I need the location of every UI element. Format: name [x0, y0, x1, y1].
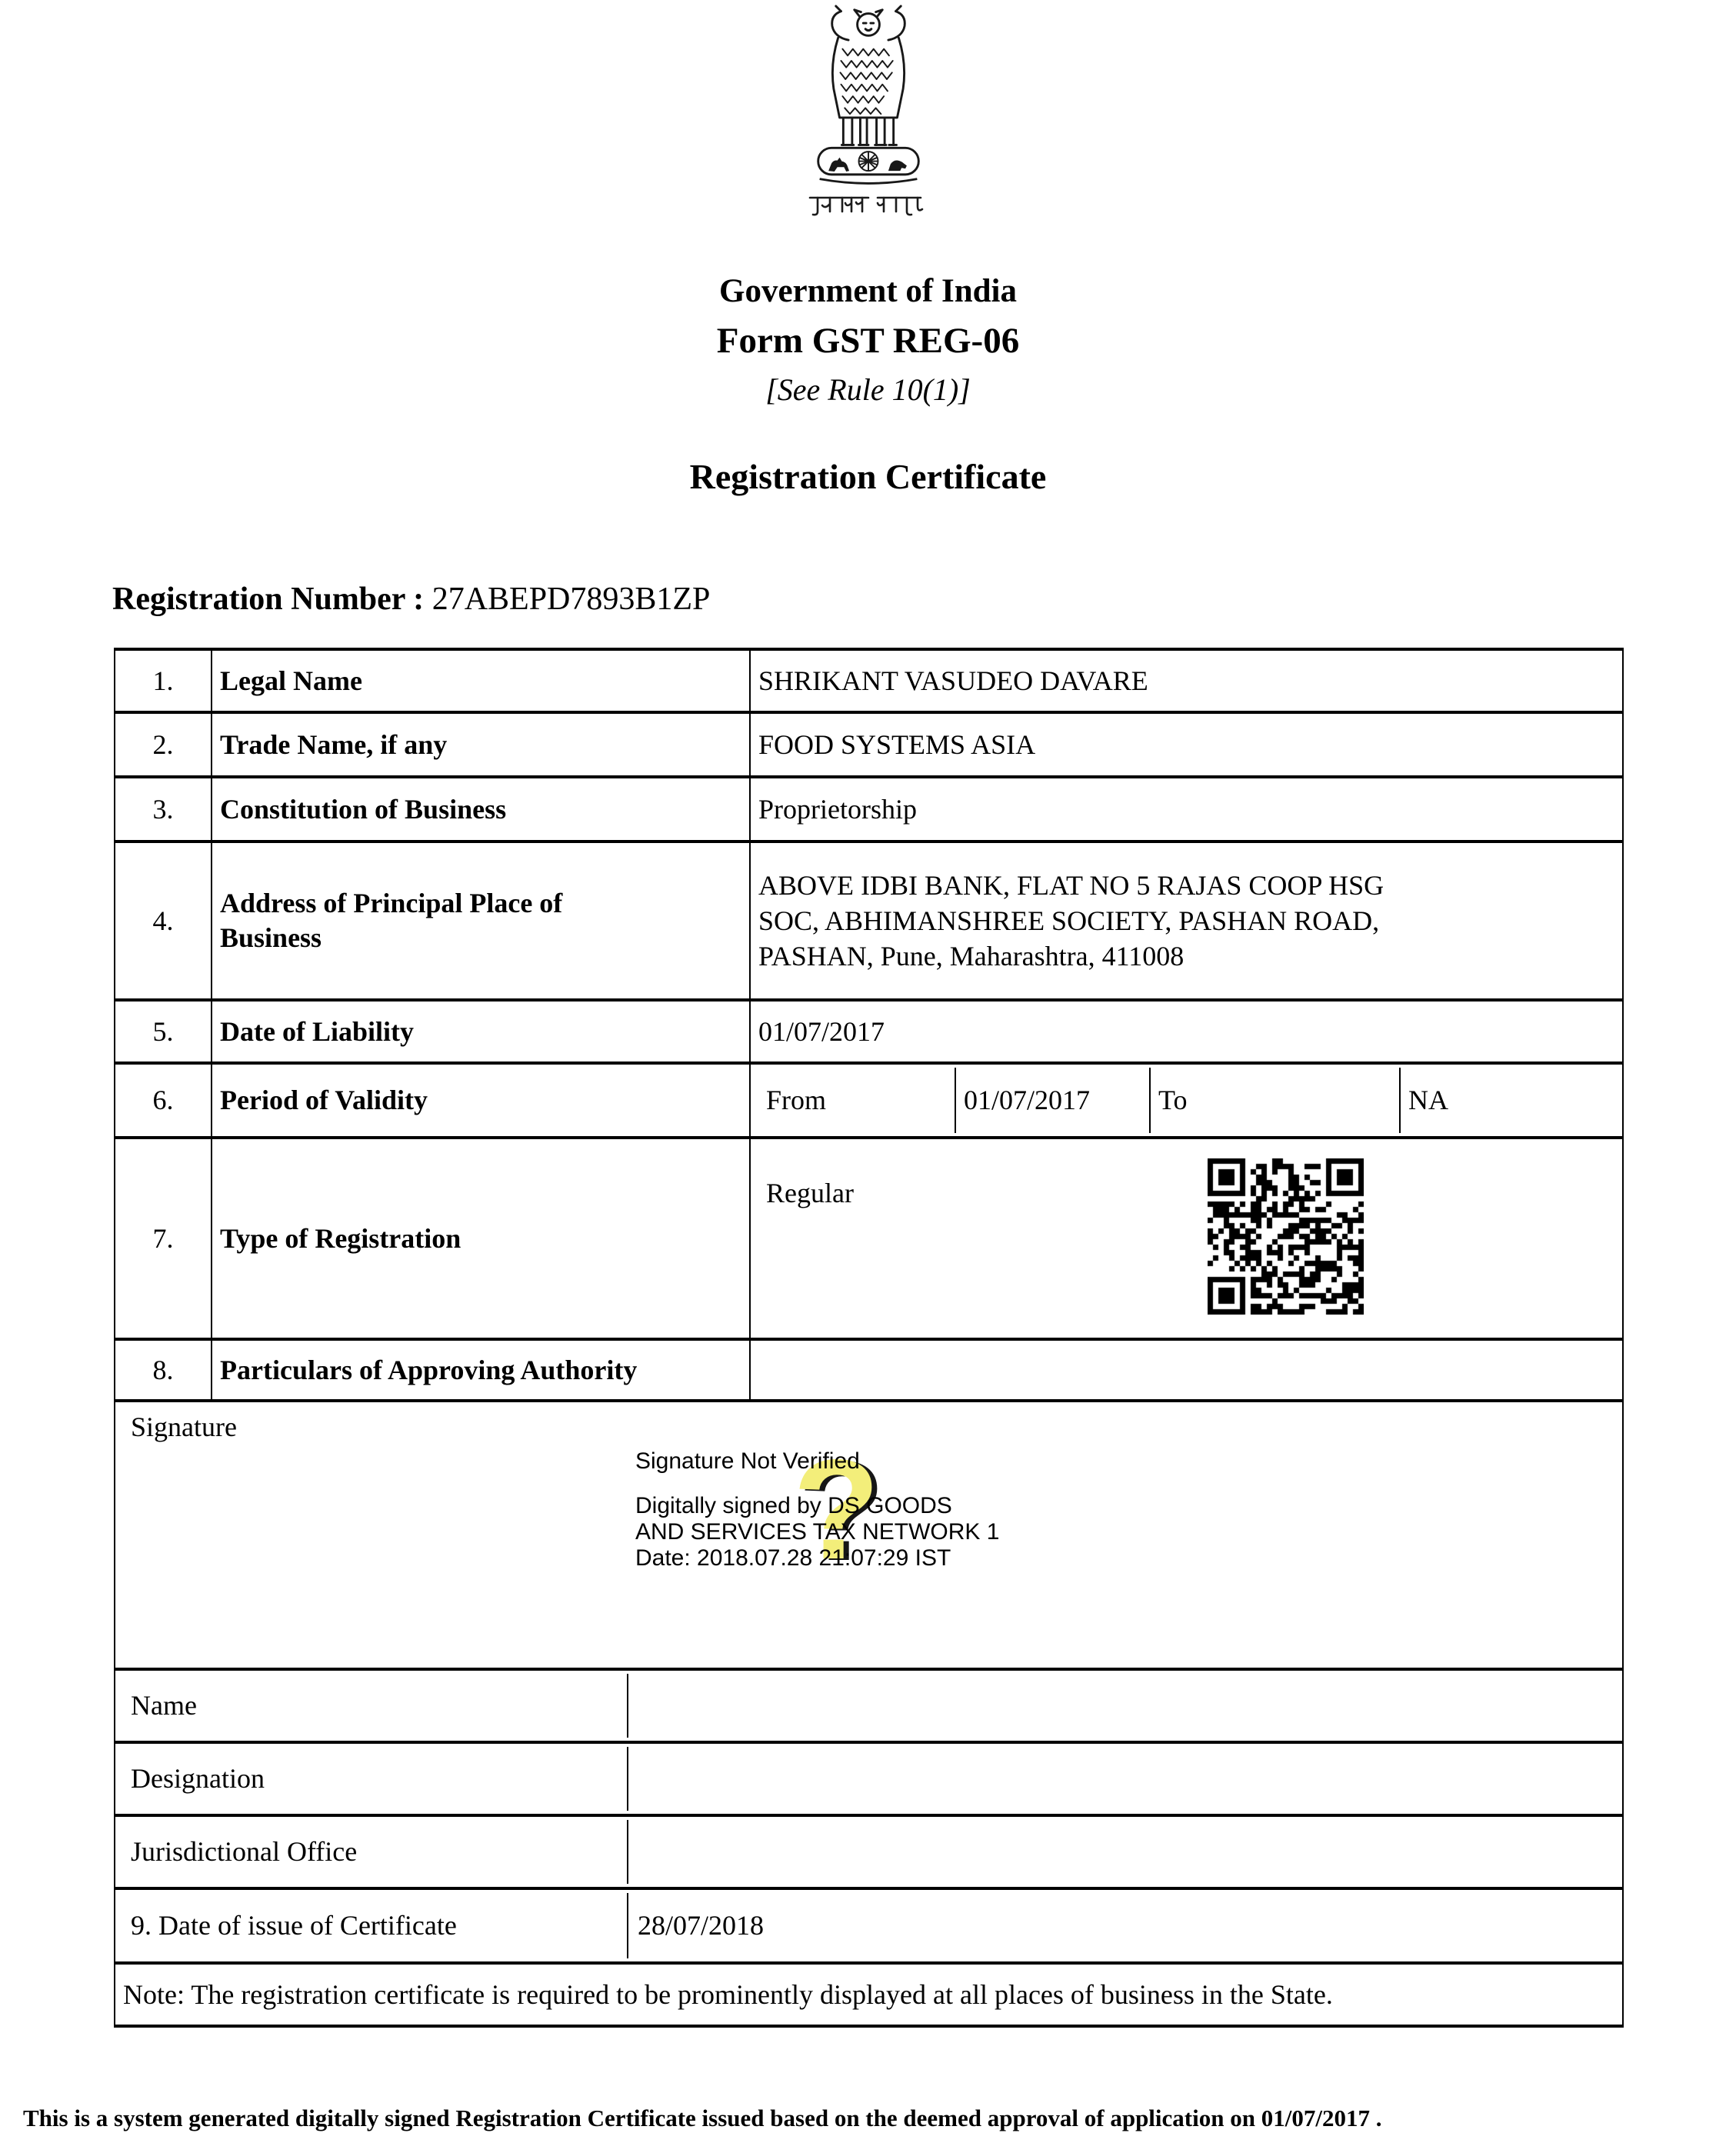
signature-cell [115, 1401, 1623, 1669]
row-number: 3. [115, 777, 212, 842]
validity-to-value: NA [1399, 1068, 1614, 1133]
table-row-approving-authority [115, 1339, 1623, 1401]
type-of-registration-value: Regular [766, 1178, 854, 1208]
lion-capital-icon [799, 5, 938, 191]
row-number: 4. [115, 842, 212, 1000]
officer-designation-value [628, 1747, 1614, 1811]
row-number: 2. [115, 712, 212, 777]
trade-name-value: FOOD SYSTEMS ASIA [750, 712, 1623, 777]
officer-designation-label: Designation [123, 1747, 628, 1811]
table-row-address [115, 842, 1623, 1000]
validity-from-label: From [766, 1085, 827, 1115]
type-of-registration-cell [750, 1138, 1623, 1339]
jurisdictional-office-value [628, 1820, 1614, 1884]
date-of-issue-value: 28/07/2018 [638, 1910, 765, 1941]
signature-date-line: Date: 2018.07.28 21:07:29 IST [635, 1545, 951, 1571]
table-row-date-of-liability [115, 1000, 1623, 1063]
signed-by-line2: AND SERVICES TAX NETWORK 1 [635, 1519, 1000, 1545]
row-label: Period of Validity [212, 1063, 750, 1138]
row-number: 5. [115, 1000, 212, 1063]
approving-authority-value [750, 1339, 1623, 1401]
table-row-signature [115, 1401, 1623, 1669]
officer-name-value [628, 1674, 1614, 1738]
table-row-name [115, 1669, 1623, 1742]
row-label: Constitution of Business [212, 777, 750, 842]
rule-reference: [See Rule 10(1)] [765, 372, 971, 407]
constitution-value: Proprietorship [750, 777, 1623, 842]
table-row-constitution [115, 777, 1623, 842]
row-label: Trade Name, if any [212, 712, 750, 777]
jurisdictional-office-label: Jurisdictional Office [123, 1820, 628, 1884]
registration-number-line [112, 580, 1736, 618]
validity-to-label: To [1149, 1068, 1399, 1133]
qr-code [1208, 1158, 1364, 1315]
row-label: Date of Liability [212, 1000, 750, 1063]
table-row-jurisdictional-office [115, 1815, 1623, 1888]
table-row-date-of-issue [115, 1888, 1623, 1963]
certificate-title: Registration Certificate [689, 457, 1047, 496]
satyameva-jayate-motto [807, 192, 930, 218]
signature-question-mark-icon: ? [793, 1431, 881, 1589]
address-value: ABOVE IDBI BANK, FLAT NO 5 RAJAS COOP HSG SOC, ABHIMANSHREE SOCIETY, PASHAN ROAD, PASHAN, Pune, Maharashtra, 411008 [750, 842, 1623, 1000]
row-number: 1. [115, 649, 212, 712]
row-label: Type of Registration [212, 1138, 750, 1339]
row-number: 8. [115, 1339, 212, 1401]
signature-status: Signature Not Verified [635, 1448, 860, 1474]
row-label: Address of Principal Place of Business [212, 842, 750, 1000]
table-row-designation [115, 1742, 1623, 1815]
table-row-type-of-registration [115, 1138, 1623, 1339]
date-of-issue-label: 9. Date of issue of Certificate [123, 1893, 628, 1958]
signed-by-line1: Digitally signed by DS GOODS [635, 1493, 952, 1518]
row-label: Particulars of Approving Authority [212, 1339, 750, 1401]
certificate-table [114, 648, 1624, 2028]
table-row-legal-name [115, 649, 1623, 712]
table-row-trade-name [115, 712, 1623, 777]
emblem-of-india [0, 0, 1736, 218]
signature-label: Signature [131, 1411, 237, 1442]
system-generated-footnote: This is a system generated digitally signed Registration Certificate issued based on the deemed approval of application on 01/07/2017 . [23, 2105, 1382, 2131]
row-number: 7. [115, 1138, 212, 1339]
table-row-period-of-validity [115, 1063, 1623, 1138]
display-note: Note: The registration certificate is required to be prominently displayed at all places of business in the State. [123, 1978, 1333, 2010]
legal-name-value: SHRIKANT VASUDEO DAVARE [750, 649, 1623, 712]
form-title: Form GST REG-06 [716, 321, 1020, 361]
registration-number-label: Registration Number : [112, 582, 425, 617]
table-row-note [115, 1963, 1623, 2026]
validity-from-value: 01/07/2017 [955, 1068, 1149, 1133]
government-of-india-heading: Government of India [719, 273, 1017, 309]
digital-signature-stamp [635, 1431, 1220, 1589]
period-of-validity-cell [750, 1063, 1623, 1138]
registration-number-value: 27ABEPD7893B1ZP [432, 582, 711, 617]
row-number: 6. [115, 1063, 212, 1138]
officer-name-label: Name [123, 1674, 628, 1738]
row-label: Legal Name [212, 649, 750, 712]
date-of-liability-value: 01/07/2017 [750, 1000, 1623, 1063]
